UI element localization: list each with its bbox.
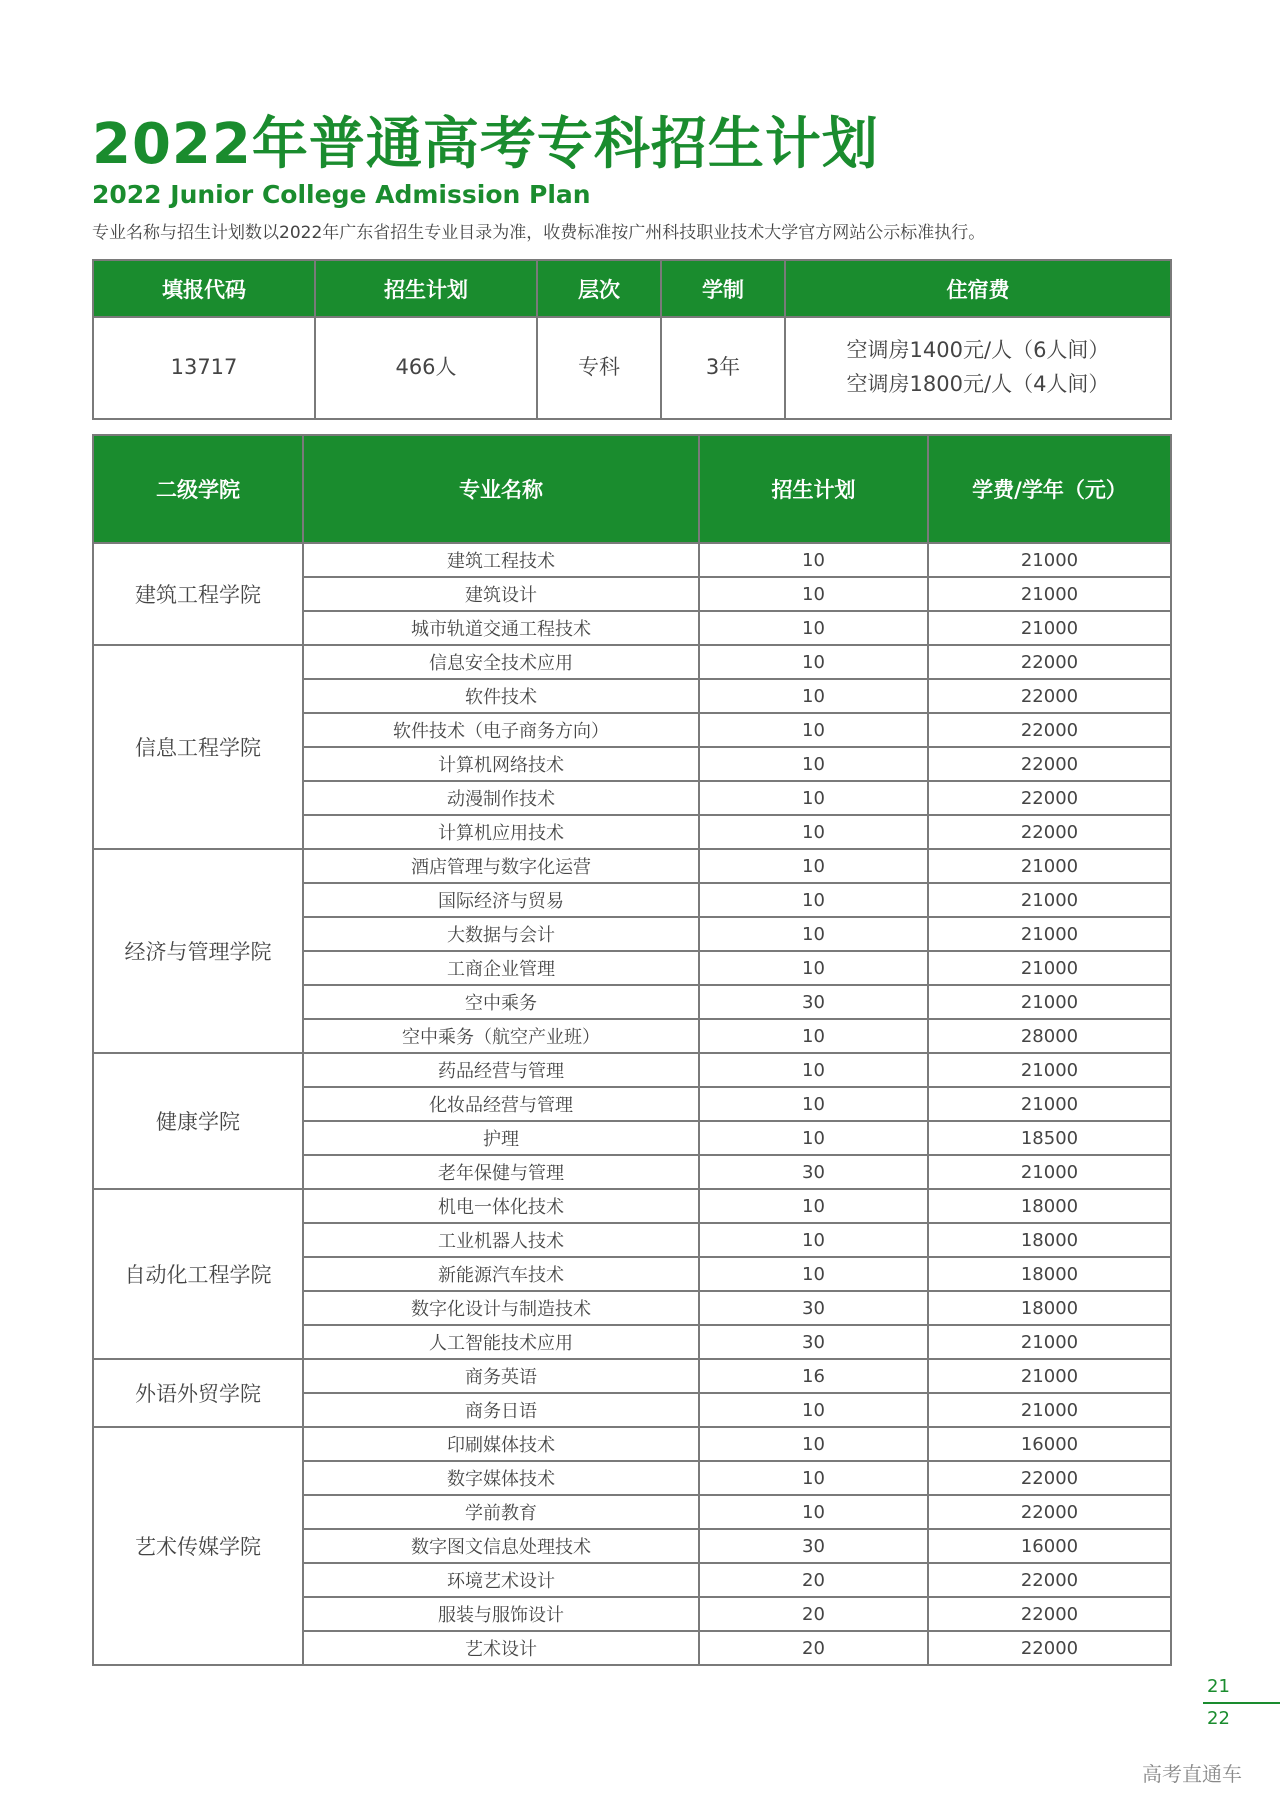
major-plan: 10: [699, 1393, 928, 1427]
major-name: 新能源汽车技术: [303, 1257, 699, 1291]
major-name: 艺术设计: [303, 1631, 699, 1665]
major-name: 动漫制作技术: [303, 781, 699, 815]
major-name: 老年保健与管理: [303, 1155, 699, 1189]
summary-data-row: [93, 317, 1171, 419]
major-fee: 21000: [928, 1087, 1171, 1121]
major-name: 信息安全技术应用: [303, 645, 699, 679]
major-fee: 21000: [928, 1359, 1171, 1393]
majors-header-college: 二级学院: [93, 435, 303, 543]
summary-duration: 3年: [661, 317, 785, 419]
major-name: 城市轨道交通工程技术: [303, 611, 699, 645]
dorm-option-4: 空调房1800元/人（4人间）: [846, 372, 1110, 396]
major-name: 工业机器人技术: [303, 1223, 699, 1257]
major-plan: 20: [699, 1631, 928, 1665]
major-name: 化妆品经营与管理: [303, 1087, 699, 1121]
major-plan: 30: [699, 1155, 928, 1189]
college-name: 外语外贸学院: [93, 1359, 303, 1427]
college-name: 健康学院: [93, 1053, 303, 1189]
major-fee: 21000: [928, 951, 1171, 985]
major-name: 服装与服饰设计: [303, 1597, 699, 1631]
summary-header-level: 层次: [537, 260, 661, 317]
major-fee: 21000: [928, 985, 1171, 1019]
major-plan: 10: [699, 713, 928, 747]
major-fee: 16000: [928, 1529, 1171, 1563]
major-plan: 10: [699, 1053, 928, 1087]
summary-header-code: 填报代码: [93, 260, 315, 317]
table-row: [93, 645, 1171, 679]
majors-table: [92, 434, 1172, 1666]
major-fee: 18000: [928, 1189, 1171, 1223]
major-name: 计算机网络技术: [303, 747, 699, 781]
major-fee: 21000: [928, 1155, 1171, 1189]
major-fee: 21000: [928, 917, 1171, 951]
summary-code: 13717: [93, 317, 315, 419]
major-name: 机电一体化技术: [303, 1189, 699, 1223]
major-plan: 30: [699, 1529, 928, 1563]
summary-plan: 466人: [315, 317, 537, 419]
major-plan: 30: [699, 985, 928, 1019]
table-row: [93, 1053, 1171, 1087]
major-plan: 10: [699, 679, 928, 713]
summary-level: 专科: [537, 317, 661, 419]
major-plan: 10: [699, 543, 928, 577]
major-name: 数字化设计与制造技术: [303, 1291, 699, 1325]
major-plan: 10: [699, 1257, 928, 1291]
table-row: [93, 1189, 1171, 1223]
major-fee: 22000: [928, 713, 1171, 747]
major-fee: 21000: [928, 543, 1171, 577]
table-row: [93, 1427, 1171, 1461]
major-fee: 22000: [928, 1495, 1171, 1529]
major-plan: 10: [699, 815, 928, 849]
dorm-option-6: 空调房1400元/人（6人间）: [846, 338, 1110, 363]
major-fee: 22000: [928, 1461, 1171, 1495]
major-name: 国际经济与贸易: [303, 883, 699, 917]
major-plan: 10: [699, 883, 928, 917]
major-fee: 22000: [928, 781, 1171, 815]
college-name: 建筑工程学院: [93, 543, 303, 645]
major-name: 空中乘务（航空产业班）: [303, 1019, 699, 1053]
table-row: [93, 543, 1171, 577]
page-number-divider: [1203, 1702, 1280, 1704]
major-name: 工商企业管理: [303, 951, 699, 985]
major-plan: 10: [699, 1121, 928, 1155]
major-fee: 22000: [928, 747, 1171, 781]
major-plan: 10: [699, 747, 928, 781]
major-plan: 10: [699, 1495, 928, 1529]
college-name: 经济与管理学院: [93, 849, 303, 1053]
major-fee: 21000: [928, 577, 1171, 611]
major-plan: 20: [699, 1563, 928, 1597]
page-subtitle: 2022 Junior College Admission Plan: [92, 180, 591, 209]
major-name: 建筑设计: [303, 577, 699, 611]
majors-body: [93, 543, 1171, 1665]
major-plan: 16: [699, 1359, 928, 1393]
page-title: 2022年普通高考专科招生计划: [92, 112, 879, 177]
major-name: 软件技术（电子商务方向）: [303, 713, 699, 747]
major-name: 数字图文信息处理技术: [303, 1529, 699, 1563]
major-fee: 28000: [928, 1019, 1171, 1053]
table-row: [93, 1359, 1171, 1393]
majors-header-plan: 招生计划: [699, 435, 928, 543]
majors-header-fee: 学费/学年（元）: [928, 435, 1171, 543]
major-name: 计算机应用技术: [303, 815, 699, 849]
major-fee: 18500: [928, 1121, 1171, 1155]
major-fee: 21000: [928, 1053, 1171, 1087]
major-plan: 10: [699, 951, 928, 985]
major-name: 护理: [303, 1121, 699, 1155]
major-name: 建筑工程技术: [303, 543, 699, 577]
major-fee: 18000: [928, 1291, 1171, 1325]
major-plan: 10: [699, 1223, 928, 1257]
summary-header-duration: 学制: [661, 260, 785, 317]
major-fee: 22000: [928, 1563, 1171, 1597]
page-note: 专业名称与招生计划数以2022年广东省招生专业目录为准，收费标准按广州科技职业技术大学官方网站公示标准执行。: [92, 223, 986, 243]
summary-dorm: [785, 317, 1171, 419]
major-plan: 10: [699, 917, 928, 951]
major-fee: 18000: [928, 1257, 1171, 1291]
major-plan: 10: [699, 781, 928, 815]
major-name: 空中乘务: [303, 985, 699, 1019]
major-plan: 10: [699, 611, 928, 645]
major-fee: 21000: [928, 1393, 1171, 1427]
major-plan: 10: [699, 1189, 928, 1223]
major-name: 软件技术: [303, 679, 699, 713]
major-name: 药品经营与管理: [303, 1053, 699, 1087]
major-name: 环境艺术设计: [303, 1563, 699, 1597]
college-name: 艺术传媒学院: [93, 1427, 303, 1665]
major-fee: 22000: [928, 815, 1171, 849]
major-plan: 10: [699, 1427, 928, 1461]
major-fee: 21000: [928, 611, 1171, 645]
summary-header-row: [93, 260, 1171, 317]
major-plan: 10: [699, 1019, 928, 1053]
watermark: 高考直通车: [1142, 1762, 1242, 1786]
major-plan: 10: [699, 1461, 928, 1495]
summary-table: [92, 259, 1172, 420]
major-fee: 18000: [928, 1223, 1171, 1257]
major-name: 商务日语: [303, 1393, 699, 1427]
majors-header-row: [93, 435, 1171, 543]
page-number-top: 21: [1207, 1676, 1230, 1697]
major-plan: 10: [699, 645, 928, 679]
major-plan: 10: [699, 577, 928, 611]
major-fee: 22000: [928, 645, 1171, 679]
major-name: 学前教育: [303, 1495, 699, 1529]
major-plan: 10: [699, 1087, 928, 1121]
major-fee: 22000: [928, 1631, 1171, 1665]
major-name: 印刷媒体技术: [303, 1427, 699, 1461]
major-plan: 20: [699, 1597, 928, 1631]
page-number-bottom: 22: [1207, 1708, 1230, 1729]
major-fee: 22000: [928, 679, 1171, 713]
college-name: 信息工程学院: [93, 645, 303, 849]
major-name: 商务英语: [303, 1359, 699, 1393]
major-plan: 10: [699, 849, 928, 883]
college-name: 自动化工程学院: [93, 1189, 303, 1359]
major-plan: 30: [699, 1291, 928, 1325]
major-name: 数字媒体技术: [303, 1461, 699, 1495]
major-fee: 22000: [928, 1597, 1171, 1631]
major-name: 大数据与会计: [303, 917, 699, 951]
summary-header-dorm: 住宿费: [785, 260, 1171, 317]
table-row: [93, 849, 1171, 883]
major-fee: 16000: [928, 1427, 1171, 1461]
major-plan: 30: [699, 1325, 928, 1359]
major-fee: 21000: [928, 1325, 1171, 1359]
summary-header-plan: 招生计划: [315, 260, 537, 317]
major-name: 酒店管理与数字化运营: [303, 849, 699, 883]
major-fee: 21000: [928, 849, 1171, 883]
majors-header-major: 专业名称: [303, 435, 699, 543]
major-fee: 21000: [928, 883, 1171, 917]
major-name: 人工智能技术应用: [303, 1325, 699, 1359]
